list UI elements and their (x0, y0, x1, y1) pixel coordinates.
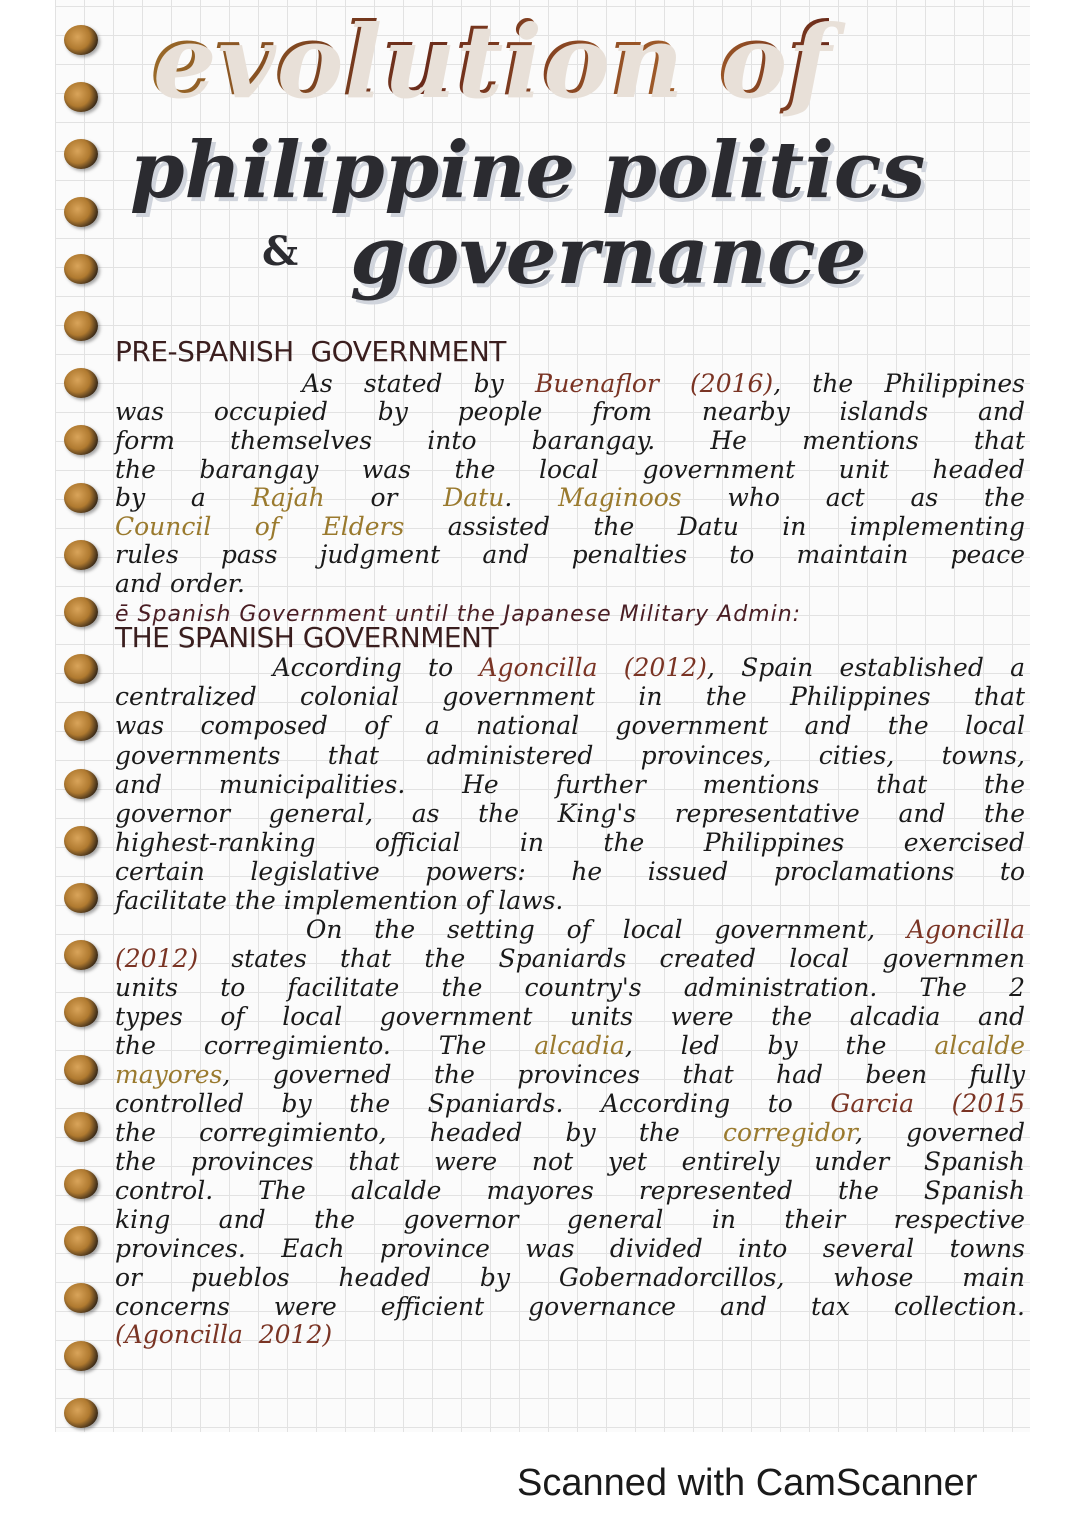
highlighted-term: (Agoncilla 2012) (115, 1320, 333, 1349)
note-line (115, 569, 1025, 598)
note-text: According to (115, 653, 480, 682)
note-line (115, 1060, 1025, 1089)
note-text: provinces. Each province was divided into several towns (115, 1234, 1025, 1263)
note-text: , Spain established a (706, 653, 1025, 682)
note-line (115, 483, 1025, 512)
spiral-ring-icon (64, 483, 98, 513)
note-line (115, 1320, 1025, 1349)
note-text: concerns were efficient governance and tax collection. (115, 1292, 1025, 1321)
note-line (115, 1234, 1025, 1263)
note-line (115, 973, 1025, 1002)
title-line-3: governance (350, 208, 867, 302)
spiral-ring-icon (64, 769, 98, 799)
note-text: units to facilitate the country's administration. The 2 (115, 973, 1025, 1002)
note-line (115, 1118, 1025, 1147)
note-line (115, 397, 1025, 426)
note-line (115, 799, 1025, 828)
note-line (115, 770, 1025, 799)
note-text: governor general, as the King's representative and the (115, 799, 1025, 828)
spiral-ring-icon (64, 82, 98, 112)
spiral-ring-icon (64, 1398, 98, 1428)
spiral-ring-icon (64, 311, 98, 341)
note-line (115, 857, 1025, 886)
note-text: states that the Spaniards created local governmen (198, 944, 1025, 973)
highlighted-term: Council of Elders (115, 512, 405, 541)
note-text: the corregimiento. The (115, 1031, 535, 1060)
note-line (115, 741, 1025, 770)
camscanner-watermark: Scanned with CamScanner (517, 1462, 978, 1504)
highlighted-term: Agoncilla (906, 915, 1025, 944)
note-line (115, 828, 1025, 857)
note-text: types of local government units were the alcadia and (115, 1002, 1025, 1031)
highlighted-term: Datu (443, 483, 505, 512)
note-line (115, 426, 1025, 455)
title-ampersand: & (262, 228, 299, 275)
note-text: the provinces that were not yet entirely under Spanish (115, 1147, 1025, 1176)
note-line (115, 1176, 1025, 1205)
note-text: controlled by the Spaniards. According to (115, 1089, 831, 1118)
note-text: governments that administered provinces, cities, towns, (115, 741, 1025, 770)
note-text: king and the governor general in their respective (115, 1205, 1025, 1234)
note-text: assisted the Datu in implementing (404, 512, 1025, 541)
note-text: control. The alcalde mayores represented the Spanish (115, 1176, 1025, 1205)
note-line (115, 1002, 1025, 1031)
note-text: form themselves into barangay. He mentions that (115, 426, 1025, 455)
note-text: highest-ranking official in the Philippines exercised (115, 828, 1025, 857)
note-text: or pueblos headed by Gobernadorcillos, whose main (115, 1263, 1025, 1292)
highlighted-term: Maginoos (558, 483, 682, 512)
note-text: and order. (115, 569, 245, 598)
spiral-ring-icon (64, 1055, 98, 1085)
note-line (115, 915, 1025, 944)
spiral-ring-icon (64, 654, 98, 684)
highlighted-term: alcalde (934, 1031, 1025, 1060)
note-line (115, 886, 1025, 915)
section-heading (115, 337, 1025, 366)
note-line (115, 944, 1025, 973)
note-text: certain legislative powers: he issued proclamations to (115, 857, 1025, 886)
highlighted-term: Garcia (2015 (830, 1089, 1025, 1118)
note-text: the corregimiento, headed by the (115, 1118, 724, 1147)
note-text: facilitate the implemention of laws. (115, 886, 564, 915)
note-text: or (324, 483, 444, 512)
note-text: , governed the provinces that had been fully (222, 1060, 1025, 1089)
note-text: , the Philippines (773, 369, 1026, 398)
note-text: by a (115, 483, 252, 512)
note-line (115, 711, 1025, 740)
spiral-ring-icon (64, 368, 98, 398)
highlighted-term: Rajah (251, 483, 325, 512)
note-text: centralized colonial government in the Philippines that (115, 682, 1025, 711)
spiral-ring-icon (64, 597, 98, 627)
spiral-ring-icon (64, 826, 98, 856)
note-text: THE SPANISH GOVERNMENT (115, 621, 499, 654)
note-line (115, 682, 1025, 711)
note-text: was occupied by people from nearby islands and (115, 397, 1025, 426)
note-text: who act as the (681, 483, 1025, 512)
spiral-ring-icon (64, 1112, 98, 1142)
note-line (115, 512, 1025, 541)
note-text: the barangay was the local government unit headed (115, 455, 1025, 484)
highlighted-term: Agoncilla (2012) (479, 653, 707, 682)
spiral-ring-icon (64, 883, 98, 913)
note-text: was composed of a national government and the local (115, 711, 1025, 740)
title-line-1: evolution of (150, 0, 830, 118)
spiral-ring-icon (64, 940, 98, 970)
highlighted-term: alcadia (534, 1031, 625, 1060)
note-line (115, 1263, 1025, 1292)
spiral-ring-icon (64, 1169, 98, 1199)
highlighted-term: mayores (115, 1060, 223, 1089)
note-line (115, 1089, 1025, 1118)
note-text: and municipalities. He further mentions that the (115, 770, 1025, 799)
spiral-ring-icon (64, 25, 98, 55)
note-line (115, 540, 1025, 569)
spiral-ring-icon (64, 1341, 98, 1371)
note-line (115, 1031, 1025, 1060)
title-line-2: philippine politics (130, 125, 926, 216)
note-line (115, 653, 1025, 682)
highlighted-term: (2012) (115, 944, 199, 973)
note-line (115, 455, 1025, 484)
note-line (115, 1205, 1025, 1234)
spiral-ring-icon (64, 254, 98, 284)
note-text: , led by the (624, 1031, 935, 1060)
section-heading (115, 623, 1025, 652)
note-line (115, 1292, 1025, 1321)
spiral-ring-icon (64, 540, 98, 570)
note-text: PRE-SPANISH GOVERNMENT (115, 335, 506, 368)
note-text: On the setting of local government, (115, 915, 907, 944)
highlighted-term: corregidor (723, 1118, 856, 1147)
note-text: rules pass judgment and penalties to maintain peace (115, 540, 1025, 569)
highlighted-term: Buenaflor (2016) (534, 369, 774, 398)
note-line (115, 369, 1025, 398)
note-text: . (504, 483, 559, 512)
spiral-ring-icon (64, 1226, 98, 1256)
note-text: , governed (855, 1118, 1026, 1147)
spiral-ring-icon (64, 197, 98, 227)
note-line (115, 1147, 1025, 1176)
note-text: As stated by (115, 369, 535, 398)
note-text: ē Spanish Government until the Japanese Military Admin: (115, 602, 802, 627)
